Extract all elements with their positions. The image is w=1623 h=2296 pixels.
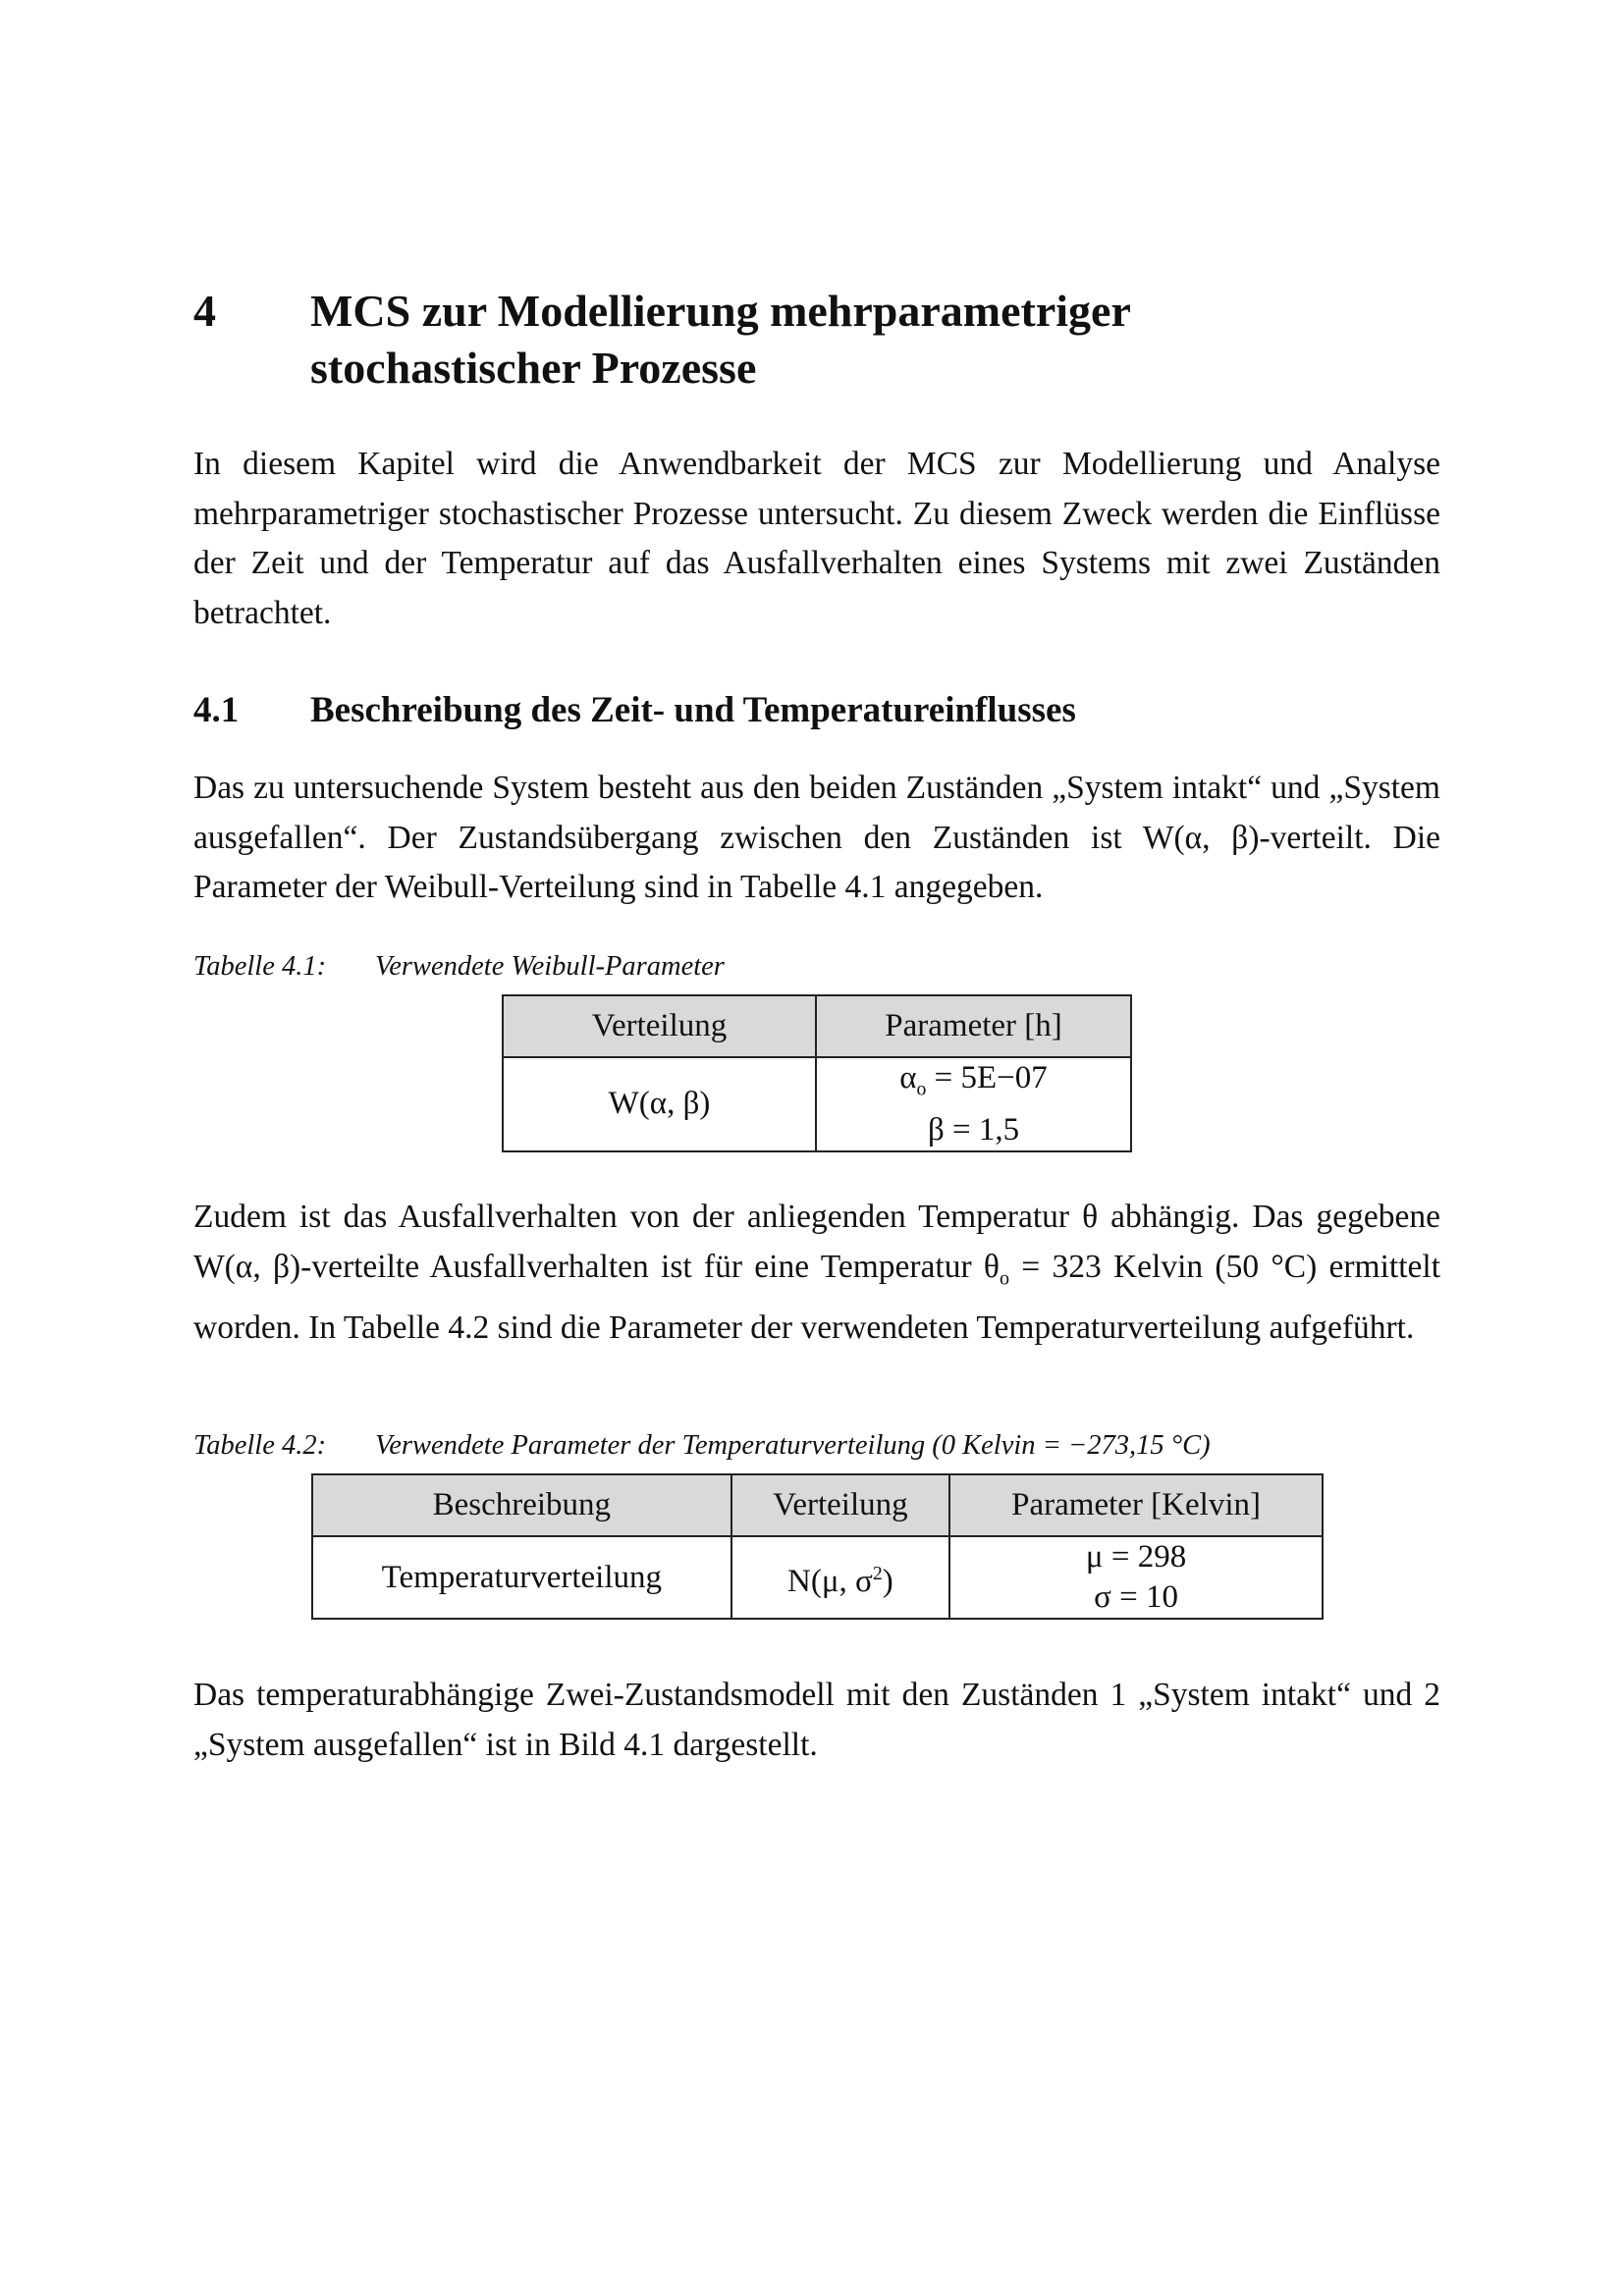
model-paragraph: Das temperaturabhängige Zwei-Zustandsmodell mit den Zuständen 1 „System intakt“ und 2 „System ausgefallen“ ist in Bild 4.1 dargestellt.: [193, 1677, 1440, 1763]
temperature-paragraph: [193, 1193, 1440, 1353]
distribution-close: ): [882, 1563, 893, 1599]
distribution-superscript: 2: [872, 1562, 883, 1584]
table-2-caption-label: Tabelle 4.2:: [193, 1430, 327, 1461]
temperature-distribution-table: [311, 1473, 1324, 1620]
param-sigma: σ = 10: [1094, 1579, 1179, 1615]
table-cell-distribution: W(α, β): [503, 1057, 816, 1151]
table-1-caption-label: Tabelle 4.1:: [193, 951, 327, 982]
table-1-caption-text: Verwendete Weibull-Parameter: [375, 951, 725, 982]
table-row: [503, 1057, 1131, 1151]
alpha-subscript: o: [916, 1078, 927, 1100]
param-alpha: [817, 1058, 1130, 1110]
alpha-value: = 5E−07: [926, 1060, 1048, 1095]
param-beta: β = 1,5: [927, 1111, 1020, 1148]
section-number: 4.1: [193, 690, 240, 730]
temperature-text-1: Zudem ist das Ausfallverhalten von der anliegenden Temperatur θ abhängig. Das gegebene W(α, β)-verteilte Ausfallverhalten ist für eine Temperatur θ: [193, 1199, 1440, 1285]
table-header-cell: Parameter [h]: [816, 995, 1131, 1057]
theta-subscript: o: [999, 1267, 1010, 1290]
table-header-cell: Beschreibung: [312, 1474, 731, 1536]
chapter-title: MCS zur Modellierung mehrparametriger stochastischer Prozesse: [310, 286, 1131, 393]
table-header-cell: Parameter [Kelvin]: [949, 1474, 1323, 1536]
chapter-number: 4: [193, 286, 216, 336]
table-header-row: [503, 995, 1131, 1057]
distribution-base: N(μ, σ: [787, 1563, 873, 1599]
table-cell-distribution: [731, 1536, 950, 1619]
param-mu: μ = 298: [1085, 1539, 1187, 1575]
intro-paragraph: In diesem Kapitel wird die Anwendbarkeit der MCS zur Modellierung und Analyse mehrparametriger stochastischer Prozesse untersucht. Zu diesem Zweck werden die Einflüsse der Zeit und der Temperatur auf das Ausfallverhalten eines Systems mit zwei Zuständen betrachtet.: [193, 446, 1440, 631]
table-header-cell: Verteilung: [503, 995, 816, 1057]
alpha-symbol: α: [899, 1060, 917, 1095]
section-title: Beschreibung des Zeit- und Temperatureinflusses: [310, 690, 1076, 730]
table-2-caption-text: Verwendete Parameter der Temperaturverteilung (0 Kelvin = −273,15 °C): [375, 1430, 1211, 1461]
table-cell-parameters: [816, 1057, 1131, 1151]
table-cell-parameters: [949, 1536, 1323, 1619]
weibull-parameter-table: [502, 994, 1132, 1152]
table-header-row: [312, 1474, 1323, 1536]
table-row: [312, 1536, 1323, 1619]
system-description-paragraph: Das zu untersuchende System besteht aus den beiden Zuständen „System intakt“ und „System ausgefallen“. Der Zustandsübergang zwischen den Zuständen ist W(α, β)-verteilt. Die Parameter der Weibull-Verteilung sind in Tabelle 4.1 angegeben.: [193, 770, 1440, 905]
table-header-cell: Verteilung: [731, 1474, 950, 1536]
table-cell-description: Temperaturverteilung: [312, 1536, 731, 1619]
temperature-text-2: = 323 Kelvin (50 °C) ermittelt worden. In Tabelle 4.2 sind die Parameter der verwendeten Temperaturverteilung aufgeführt.: [193, 1248, 1441, 1346]
